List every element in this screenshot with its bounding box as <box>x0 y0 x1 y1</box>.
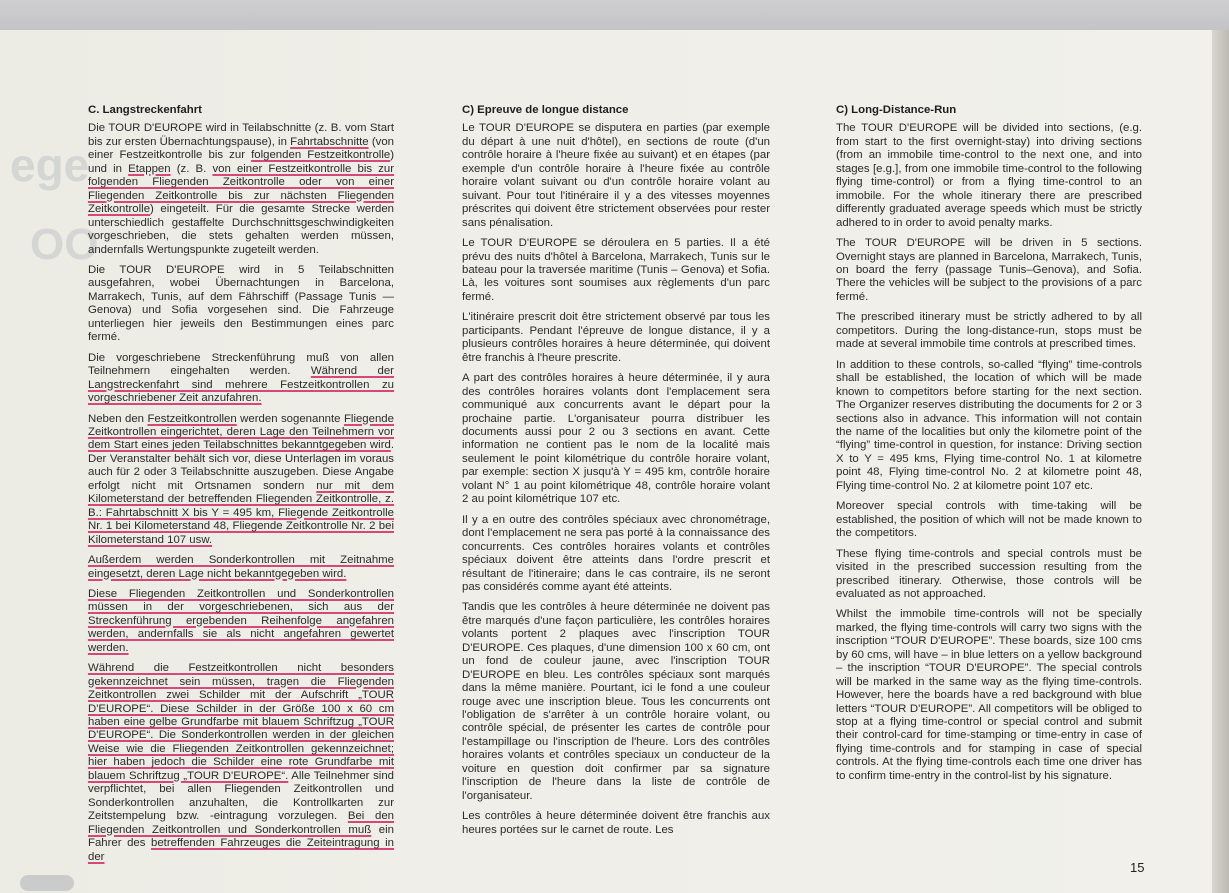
faded-logo <box>20 875 74 891</box>
german-heading: C. Langstreckenfahrt <box>88 104 202 116</box>
handwritten-underline: folgenden Festzeitkontrolle <box>251 149 391 162</box>
faded-heading-fragment-2: OO <box>30 220 99 269</box>
english-paragraph: Whilst the immobile time-controls will not be specially marked, the flying time-controls will carry two signs with the inscription “TOUR D'EUROPE”. These boards, size 100 cms by 60 cms, will have – in blue letters on a yellow background – the inscription “TOUR D'EUROPE”. The special controls will be marked in the same way as the flying time-controls. However, here the boards have a red background with blue letters “TOUR D'EUROPE”. All competitors will be obliged to stop at a flying time-control or special control and submit their control-card for time-stamping or time-entry in case of flying time-controls and for stamping in case of special controls. At the flying time-controls each time one driver has to confirm time-entry in the control-list by his signature. <box>836 608 1142 782</box>
french-paragraph: L'itinéraire prescrit doit être strictement observé par tous les participants. Pendant l'épreuve de longue distance, il y a plusieurs contrôles horaires à heure déterminée, qui doivent être franchis à l'heure prescrite. <box>462 311 770 364</box>
handwritten-underline: Außerdem werden Sonderkontrollen mit Zeitnahme eingesetzt, deren Lage nicht bekanntgegeben wird. <box>88 554 394 580</box>
french-paragraph: Le TOUR D'EUROPE se déroulera en 5 parties. Il a été prévu des nuits d'hôtel à Barcelona, Marrakech, Tunis sur le bateau pour la traversée maritime (Tunis – Genova) et Sofia. Là, les voitures sont soumises aux règlements d'un parc fermé. <box>462 237 770 303</box>
german-paragraph: Neben den Festzeitkontrollen werden sogenannte Fliegende Zeitkontrollen eingerichtet, deren Lage den Teilnehmern vor dem Start eines jeden Teilabschnittes bekanntgegeben wird. Der Veranstalter behält sich vor, diese Unterlagen im voraus auch für 2 oder 3 Teilabschnitte auszugeben. Diese Angabe erfolgt nicht mit Ortsnamen sondern nur mit dem Kilometerstand der betreffenden Fliegenden Zeitkontrolle, z. B.: Fahrtabschnitt X bis Y = 495 km, Fliegende Zeitkontrolle Nr. 1 bei Kilometerstand 48, Fliegende Zeitkontrolle Nr. 2 bei Kilometerstand 107 usw. <box>88 412 394 546</box>
english-paragraph: These flying time-controls and special controls must be visited in the prescribed succession resulting from the prescribed itinerary. Otherwise, those controls will be evaluated as not approached. <box>836 547 1142 600</box>
handwritten-underline: betreffenden Fahrzeuges die Zeiteintragung in der <box>88 837 394 863</box>
german-paragraph <box>88 588 394 655</box>
handwritten-underline: von einer Festzeitkontrolle bis zur folgenden Fliegenden Zeitkontrolle oder von einer Fliegenden Zeitkontrolle bis zur nächsten Fliegenden Zeitkontrolle <box>88 162 395 216</box>
french-paragraph: Les contrôles à heure déterminée doivent être franchis aux heures portées sur le carnet de route. Les <box>462 810 770 836</box>
handwritten-underline: Diese Fliegenden Zeitkontrollen und Sonderkontrollen müssen in der vorgeschriebenen, sich aus der Streckenführung ergebenden Reihenfolge angefahren werden, andernfalls sie als nicht angefahren gewertet werden. <box>88 587 394 654</box>
page-number: 15 <box>1130 860 1145 875</box>
page-spine-edge <box>1212 30 1229 893</box>
handwritten-underline: Während der Langstreckenfahrt sind mehrere Festzeitkontrollen zu vorgeschriebener Zeit anzufahren. <box>88 365 394 405</box>
scanner-top-edge <box>0 0 1229 30</box>
german-column <box>88 104 394 871</box>
english-column <box>836 104 1142 790</box>
handwritten-underline: Während die Festzeitkontrollen nicht besonders gekennzeichnet sein müssen, tragen die Fliegenden Zeitkontrollen zwei Schilder mit der Aufschrift „TOUR D'EUROPE“. Diese Schilder in der Größe 100 x 60 cm haben eine gelbe Grundfarbe mit blauem Schriftzug „TOUR D'EUROPE“. Die Sonderkontrollen werden in der gleichen Weise wie die Fliegenden Zeitkontrollen gekennzeichnet; hier haben jedoch die Schilder eine rote Grundfarbe mit blauem Schriftzug „TOUR D'EUROPE“. <box>88 662 394 782</box>
german-paragraph: Die vorgeschriebene Streckenführung muß von allen Teilnehmern eingehalten werden. Während der Langstreckenfahrt sind mehrere Festzeitkontrollen zu vorgeschriebener Zeit anzufahren. <box>88 351 394 405</box>
english-paragraph: The TOUR D'EUROPE will be divided into sections, (e.g. from start to the first overnight-stay) into driving sections (from an immobile time-control to the next one, and into stages [e.g.], from one immobile time-control to the following flying time-control) or from a flying time-control to an immobile. For the whole itinerary there are prescribed differently graduated average speeds which must be strictly adhered to in order to avoid penalty marks. <box>836 122 1142 229</box>
english-paragraph: The TOUR D'EUROPE will be driven in 5 sections. Overnight stays are planned in Barcelona, Marrakech, Tunis, on board the ferry (passage Tunis–Genova), and Sofia. There the vehicles will be subject to the provisions of a parc fermé. <box>836 237 1142 303</box>
french-paragraph: A part des contrôles horaires à heure déterminée, il y aura des contrôles horaires volants dont l'emplacement sera communiqué aux concurrents avant le départ pour la prochaine partie. L'organisateur pourra distribuer les documents aussi pour 2 ou 3 sections en avant. Cette information ne contient pas le nom de la localité mais seulement le point kilométrique du contrôle horaire volant, par exemple: section X jusqu'à Y = 495 km, contrôle horaire volant N° 1 au point kilométrique 48, contrôle horaire volant 2 au point kilométrique 107 etc. <box>462 372 770 506</box>
german-paragraph: Die TOUR D'EUROPE wird in 5 Teilabschnitten ausgefahren, wobei Übernachtungen in Barcelona, Marrakech, Tunis, auf dem Fährschiff (Passage Tunis — Genova) und Sofia vorgesehen sind. Die Fahrzeuge unterliegen hier jeweils den Bestimmungen eines parc fermé. <box>88 263 394 344</box>
handwritten-underline: Etappen <box>128 162 171 175</box>
handwritten-underline: Fliegende Zeitkontrollen eingerichtet, deren Lage den Teilnehmern vor dem Start eines jeden Teilabschnittes bekanntgegeben wird <box>88 412 394 452</box>
handwritten-underline: nur mit dem Kilometerstand der betreffenden Fliegenden Zeitkontrolle, z. B.: Fahrtabschnitt X bis Y = 495 km, Fliegende Zeitkontrolle Nr. 1 bei Kilometerstand 48, Fliegende Zeitkontrolle Nr. 2 bei Kilometerstand 107 usw. <box>88 479 394 546</box>
handwritten-underline: Bei den Fliegenden Zeitkontrollen und Sonderkontrollen muß <box>88 810 394 836</box>
english-paragraph: In addition to these controls, so-called “flying” time-controls shall be established, the location of which will be made known to competitors before starting for the next section. The Organizer reserves distributing the documents for 2 or 3 sections also in advance. This information will not contain the name of the localities but only the kilometre point of the “flying” time-control in question, for instance: Driving section X to Y = 495 kms, Flying time-control No. 1 at kilometre point 48, Flying time-control No. 2 at kilometre point 48, Flying time-control No. 2 at kilometre point 107 etc. <box>836 358 1142 492</box>
french-paragraph: Tandis que les contrôles à heure déterminée ne doivent pas être marqués d'une façon particulière, les contrôles horaires volants portent 2 plaques avec l'inscription TOUR D'EUROPE. Ces plaques, d'une dimension 100 x 60 cm, ont un fond de couleur jaune, avec l'inscription TOUR D'EUROPE en bleu. Les contrôles spéciaux sont marqués dans la même manière. Pourtant, ici le fond a une couleur rouge avec une inscription bleue. Tous les concurrents ont l'obligation de s'arrêter à un contrôle horaire volant, ou contrôle spécial, de présenter les cartes de contrôle pour l'estampillage ou l'inscription de l'heure. Lors des contrôles horaires volants et contrôles speciaux un conducteur de la voiture en question doit confirmer par sa signature l'inscription de l'heure dans la liste de contrôle de l'organisateur. <box>462 601 770 802</box>
french-paragraph: Le TOUR D'EUROPE se disputera en parties (par exemple du départ à une nuit d'hôtel), en sections de route (d'un contrôle horaire à l'heure fixée au suivant) et en étapes (par exemple d'un contrôle horaire à l'heure fixée au contrôle horaire volant suivant ou d'un contrôle horaire volant au suivant. Pour tout l'itinéraire il y a des vitesses moyennes préscrites qui doivent être strictement observées pour rester sans pénalisation. <box>462 122 770 229</box>
german-paragraph <box>88 554 394 581</box>
german-paragraph: Die TOUR D'EUROPE wird in Teilabschnitte (z. B. vom Start bis zur ersten Übernachtungspause), in Fahrtabschnitte (von einer Festzeitkontrolle bis zur folgenden Festzeitkontrolle) und in Etappen (z. B. von einer Festzeitkontrolle bis zur folgenden Fliegenden Zeitkontrolle oder von einer Fliegenden Zeitkontrolle bis zur nächsten Fliegenden Zeitkontrolle) eingeteilt. Für die gesamte Strecke werden unterschiedlich gestaffelte Durchschnittsgeschwindigkeiten vorgeschrieben, die stets gehalten werden müssen, andernfalls Wertungspunkte zugeteilt werden. <box>88 122 395 256</box>
french-column <box>462 104 770 844</box>
handwritten-underline: Festzeitkontrollen <box>147 412 237 425</box>
handwritten-underline: ein <box>185 675 201 688</box>
french-paragraph: Il y a en outre des contrôles spéciaux avec chronométrage, dont l'emplacement ne sera pas porté à la connaissance des concurrents. Ces contrôles horaires volants et contrôles spéciaux doivent être atteints dans l'ordre prescrit et résultant de l'itineraire; dans le cas contraire, ils ne seront pas considérés comme ayant été atteints. <box>462 513 770 593</box>
english-paragraph: The prescribed itinerary must be strictly adhered to by all competitors. During the long-distance-run, stops must be made at several immobile time controls at prescribed times. <box>836 311 1142 351</box>
bleed-through-previous-page <box>0 80 99 840</box>
handwritten-underline: Fahrtabschnitte <box>290 135 369 148</box>
english-paragraph: Moreover special controls with time-taking will be established, the position of which will not be made known to the competitors. <box>836 500 1142 540</box>
french-heading: C) Epreuve de longue distance <box>462 104 629 116</box>
english-heading: C) Long-Distance-Run <box>836 104 957 116</box>
german-paragraph: Während die Festzeitkontrollen nicht besonders gekennzeichnet sein müssen, tragen die Fliegenden Zeitkontrollen zwei Schilder mit der Aufschrift „TOUR D'EUROPE“. Diese Schilder in der Größe 100 x 60 cm haben eine gelbe Grundfarbe mit blauem Schriftzug „TOUR D'EUROPE“. Die Sonderkontrollen werden in der gleichen Weise wie die Fliegenden Zeitkontrollen gekennzeichnet; hier haben jedoch die Schilder eine rote Grundfarbe mit blauem Schriftzug „TOUR D'EUROPE“. Alle Teilnehmer sind verpflichtet, bei allen Fliegenden Zeitkontrollen und Sonderkontrollen anzuhalten, die Kontrollkarten zur Zeitstempelung bzw. -eintragung vorzulegen. Bei den Fliegenden Zeitkontrollen und Sonderkontrollen muß ein Fahrer des betreffenden Fahrzeuges die Zeiteintragung in der <box>88 662 394 863</box>
faded-heading-fragment: ege <box>10 139 90 191</box>
